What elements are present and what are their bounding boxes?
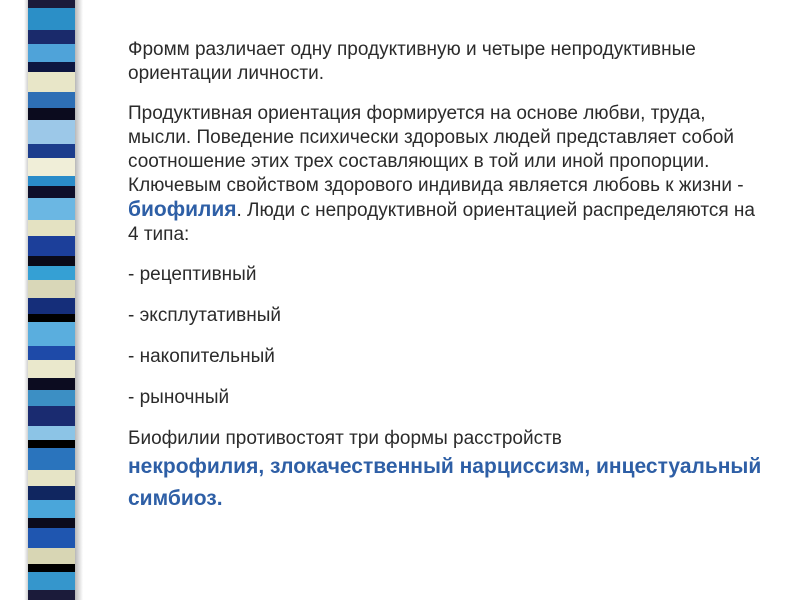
stripe-segment — [28, 528, 75, 548]
stripe-segment — [28, 518, 75, 528]
stripe-segment — [28, 236, 75, 256]
stripe-segment — [28, 486, 75, 500]
stripe-segment — [28, 590, 75, 600]
disorders-highlight: некрофилия, злокачественный нарциссизм, инцестуальный симбиоз. — [128, 455, 762, 510]
stripe-segment — [28, 158, 75, 176]
stripe-segment — [28, 220, 75, 236]
type-item-exploitative: - эксплутативный — [128, 305, 282, 326]
type-item-marketing: - рыночный — [128, 387, 230, 408]
type-item-hoarding: - накопительный — [128, 346, 275, 367]
productive-paragraph — [128, 102, 768, 247]
closing-text: Биофилии противостоят три формы расстройств — [128, 428, 562, 449]
stripe-segment — [28, 186, 75, 198]
stripe-segment — [28, 108, 75, 120]
decorative-stripe-bar — [28, 0, 75, 600]
stripe-segment — [28, 72, 75, 92]
stripe-segment — [28, 322, 75, 346]
stripe-segment — [28, 280, 75, 298]
intro-paragraph: Фромм различает одну продуктивную и четыре непродуктивные ориентации личности. — [128, 39, 696, 84]
productive-text-before: Продуктивная ориентация формируется на основе любви, труда, мысли. Поведение психически здоровых людей представляет собой соотношение этих трех составляющих в той или иной пропорции. Ключевым свойством здорового индивида является любовь к жизни - — [128, 103, 744, 196]
stripe-segment — [28, 256, 75, 266]
stripe-segment — [28, 378, 75, 390]
type-item-receptive: - рецептивный — [128, 264, 257, 285]
stripe-segment — [28, 62, 75, 72]
stripe-segment — [28, 44, 75, 62]
stripe-segment — [28, 360, 75, 378]
stripe-segment — [28, 92, 75, 108]
closing-paragraph — [128, 427, 768, 515]
stripe-segment — [28, 120, 75, 144]
stripe-segment — [28, 470, 75, 486]
stripe-segment — [28, 0, 75, 8]
stripe-segment — [28, 266, 75, 280]
stripe-segment — [28, 564, 75, 572]
stripe-segment — [28, 440, 75, 448]
stripe-segment — [28, 406, 75, 426]
stripe-segment — [28, 298, 75, 314]
stripe-segment — [28, 390, 75, 406]
biophilia-highlight: биофилия — [128, 198, 237, 221]
stripe-segment — [28, 198, 75, 220]
stripe-segment — [28, 314, 75, 322]
slide-content — [128, 38, 768, 515]
stripe-segment — [28, 144, 75, 158]
stripe-segment — [28, 30, 75, 44]
stripe-segment — [28, 572, 75, 590]
stripe-segment — [28, 448, 75, 470]
stripe-shadow — [75, 0, 83, 600]
stripe-segment — [28, 346, 75, 360]
stripe-segment — [28, 176, 75, 186]
stripe-segment — [28, 426, 75, 440]
stripe-segment — [28, 500, 75, 518]
stripe-segment — [28, 548, 75, 564]
productive-text-after: . Люди с непродуктивной ориентацией распределяются на 4 типа: — [128, 200, 755, 245]
stripe-segment — [28, 8, 75, 30]
